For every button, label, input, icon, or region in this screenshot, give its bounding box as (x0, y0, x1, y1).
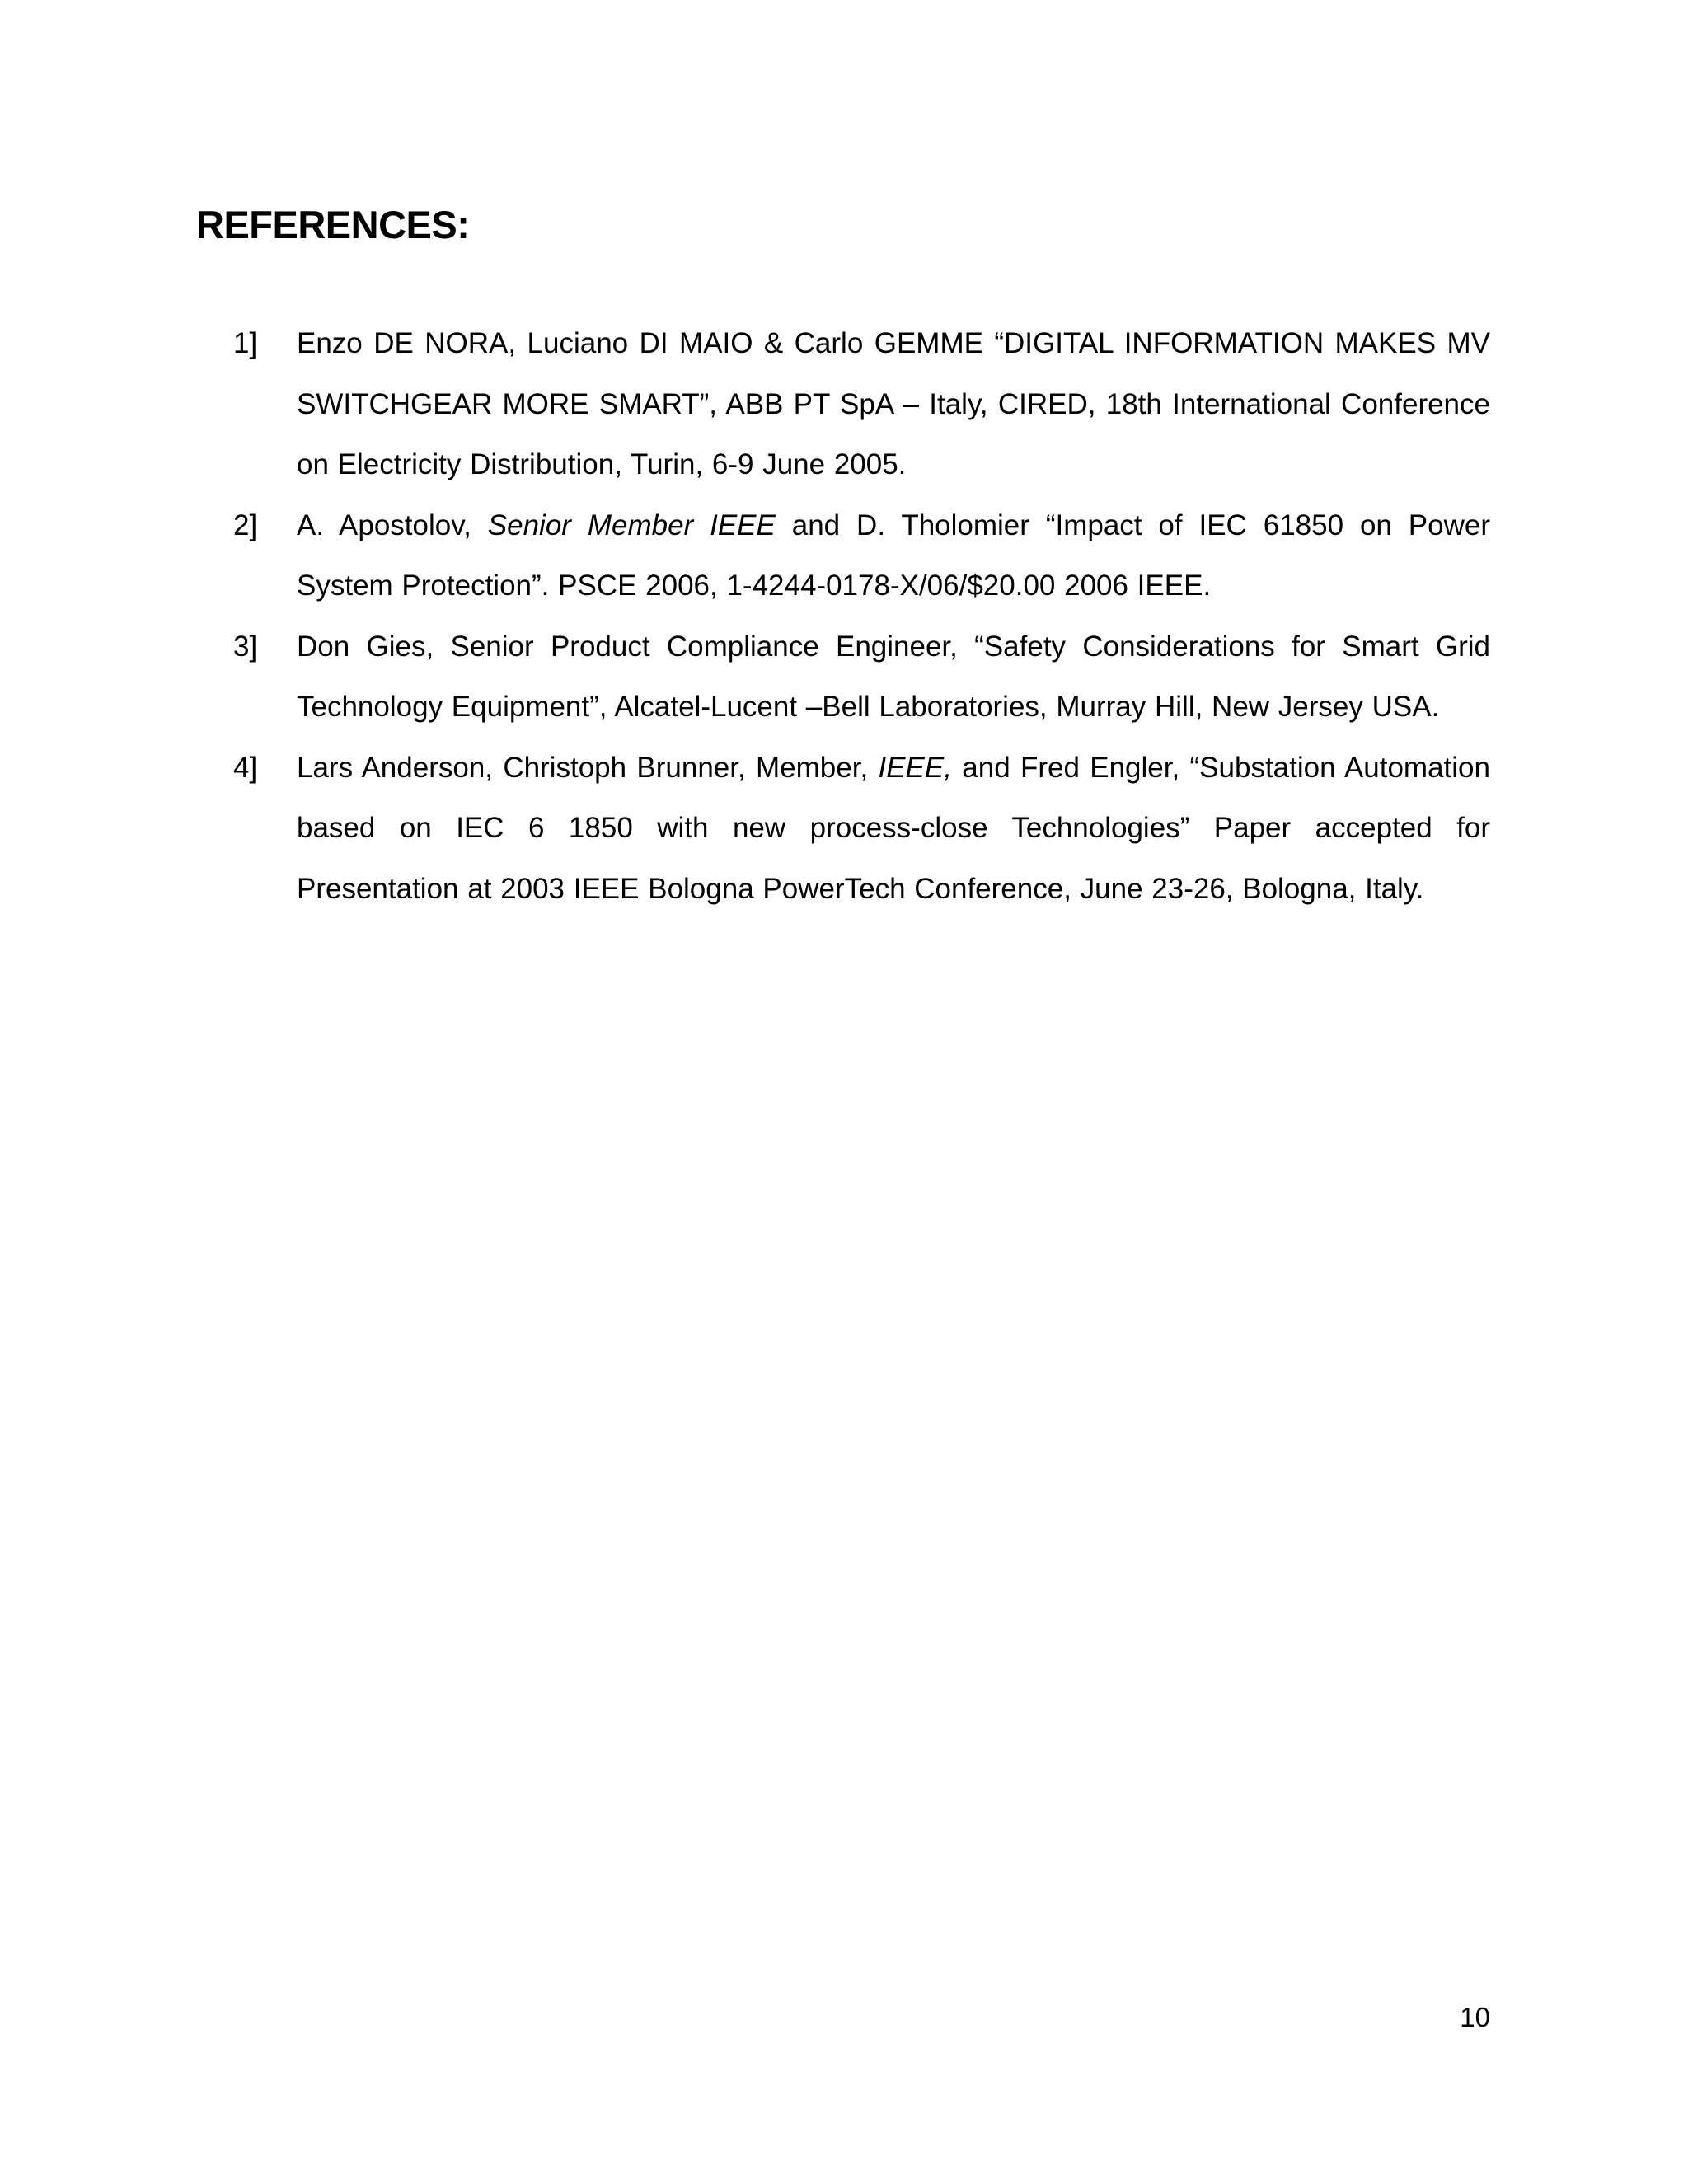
reference-text-italic: Senior Member IEEE (487, 509, 776, 541)
reference-item-3 (233, 616, 1490, 738)
reference-text: Enzo DE NORA, Luciano DI MAIO & Carlo GEMME “DIGITAL INFORMATION MAKES MV SWITCHGEAR MORE SMART”, ABB PT SpA – Italy, CIRED, 18th International Conference on Electricity Distribution, Turin, 6-9 June 2005. (297, 327, 1490, 480)
references-heading: REFERENCES: (196, 203, 470, 246)
page-number: 10 (1460, 2002, 1490, 2032)
reference-item-1 (233, 313, 1490, 495)
reference-text-part: and D. Tholomier “Impact of IEC 61850 on Power System Protection”. PSCE 2006, 1-4244-0178-X/06/$20.00 2006 IEEE. (297, 509, 1490, 602)
reference-number: 1] (233, 327, 258, 359)
reference-number: 4] (233, 751, 258, 784)
reference-text-part: A. Apostolov, (297, 509, 488, 541)
reference-text-part: and Fred Engler, “Substation Automation based on IEC 6 1850 with new process-close Technologies” Paper accepted for Presentation at 2003 IEEE Bologna PowerTech Conference, June 23-26, Bologna, Italy. (297, 751, 1490, 905)
reference-text (297, 752, 1490, 905)
reference-number: 2] (233, 509, 258, 541)
reference-text-italic: IEEE, (878, 751, 952, 784)
reference-item-4 (233, 738, 1490, 920)
reference-item-2 (233, 495, 1490, 616)
reference-text-part: Lars Anderson, Christoph Brunner, Member, (297, 751, 879, 784)
reference-text (297, 509, 1490, 602)
reference-number: 3] (233, 630, 258, 663)
reference-text: Don Gies, Senior Product Compliance Engineer, “Safety Considerations for Smart Grid Technology Equipment”, Alcatel-Lucent –Bell Laboratories, Murray Hill, New Jersey USA. (297, 630, 1490, 723)
reference-list (233, 313, 1490, 919)
